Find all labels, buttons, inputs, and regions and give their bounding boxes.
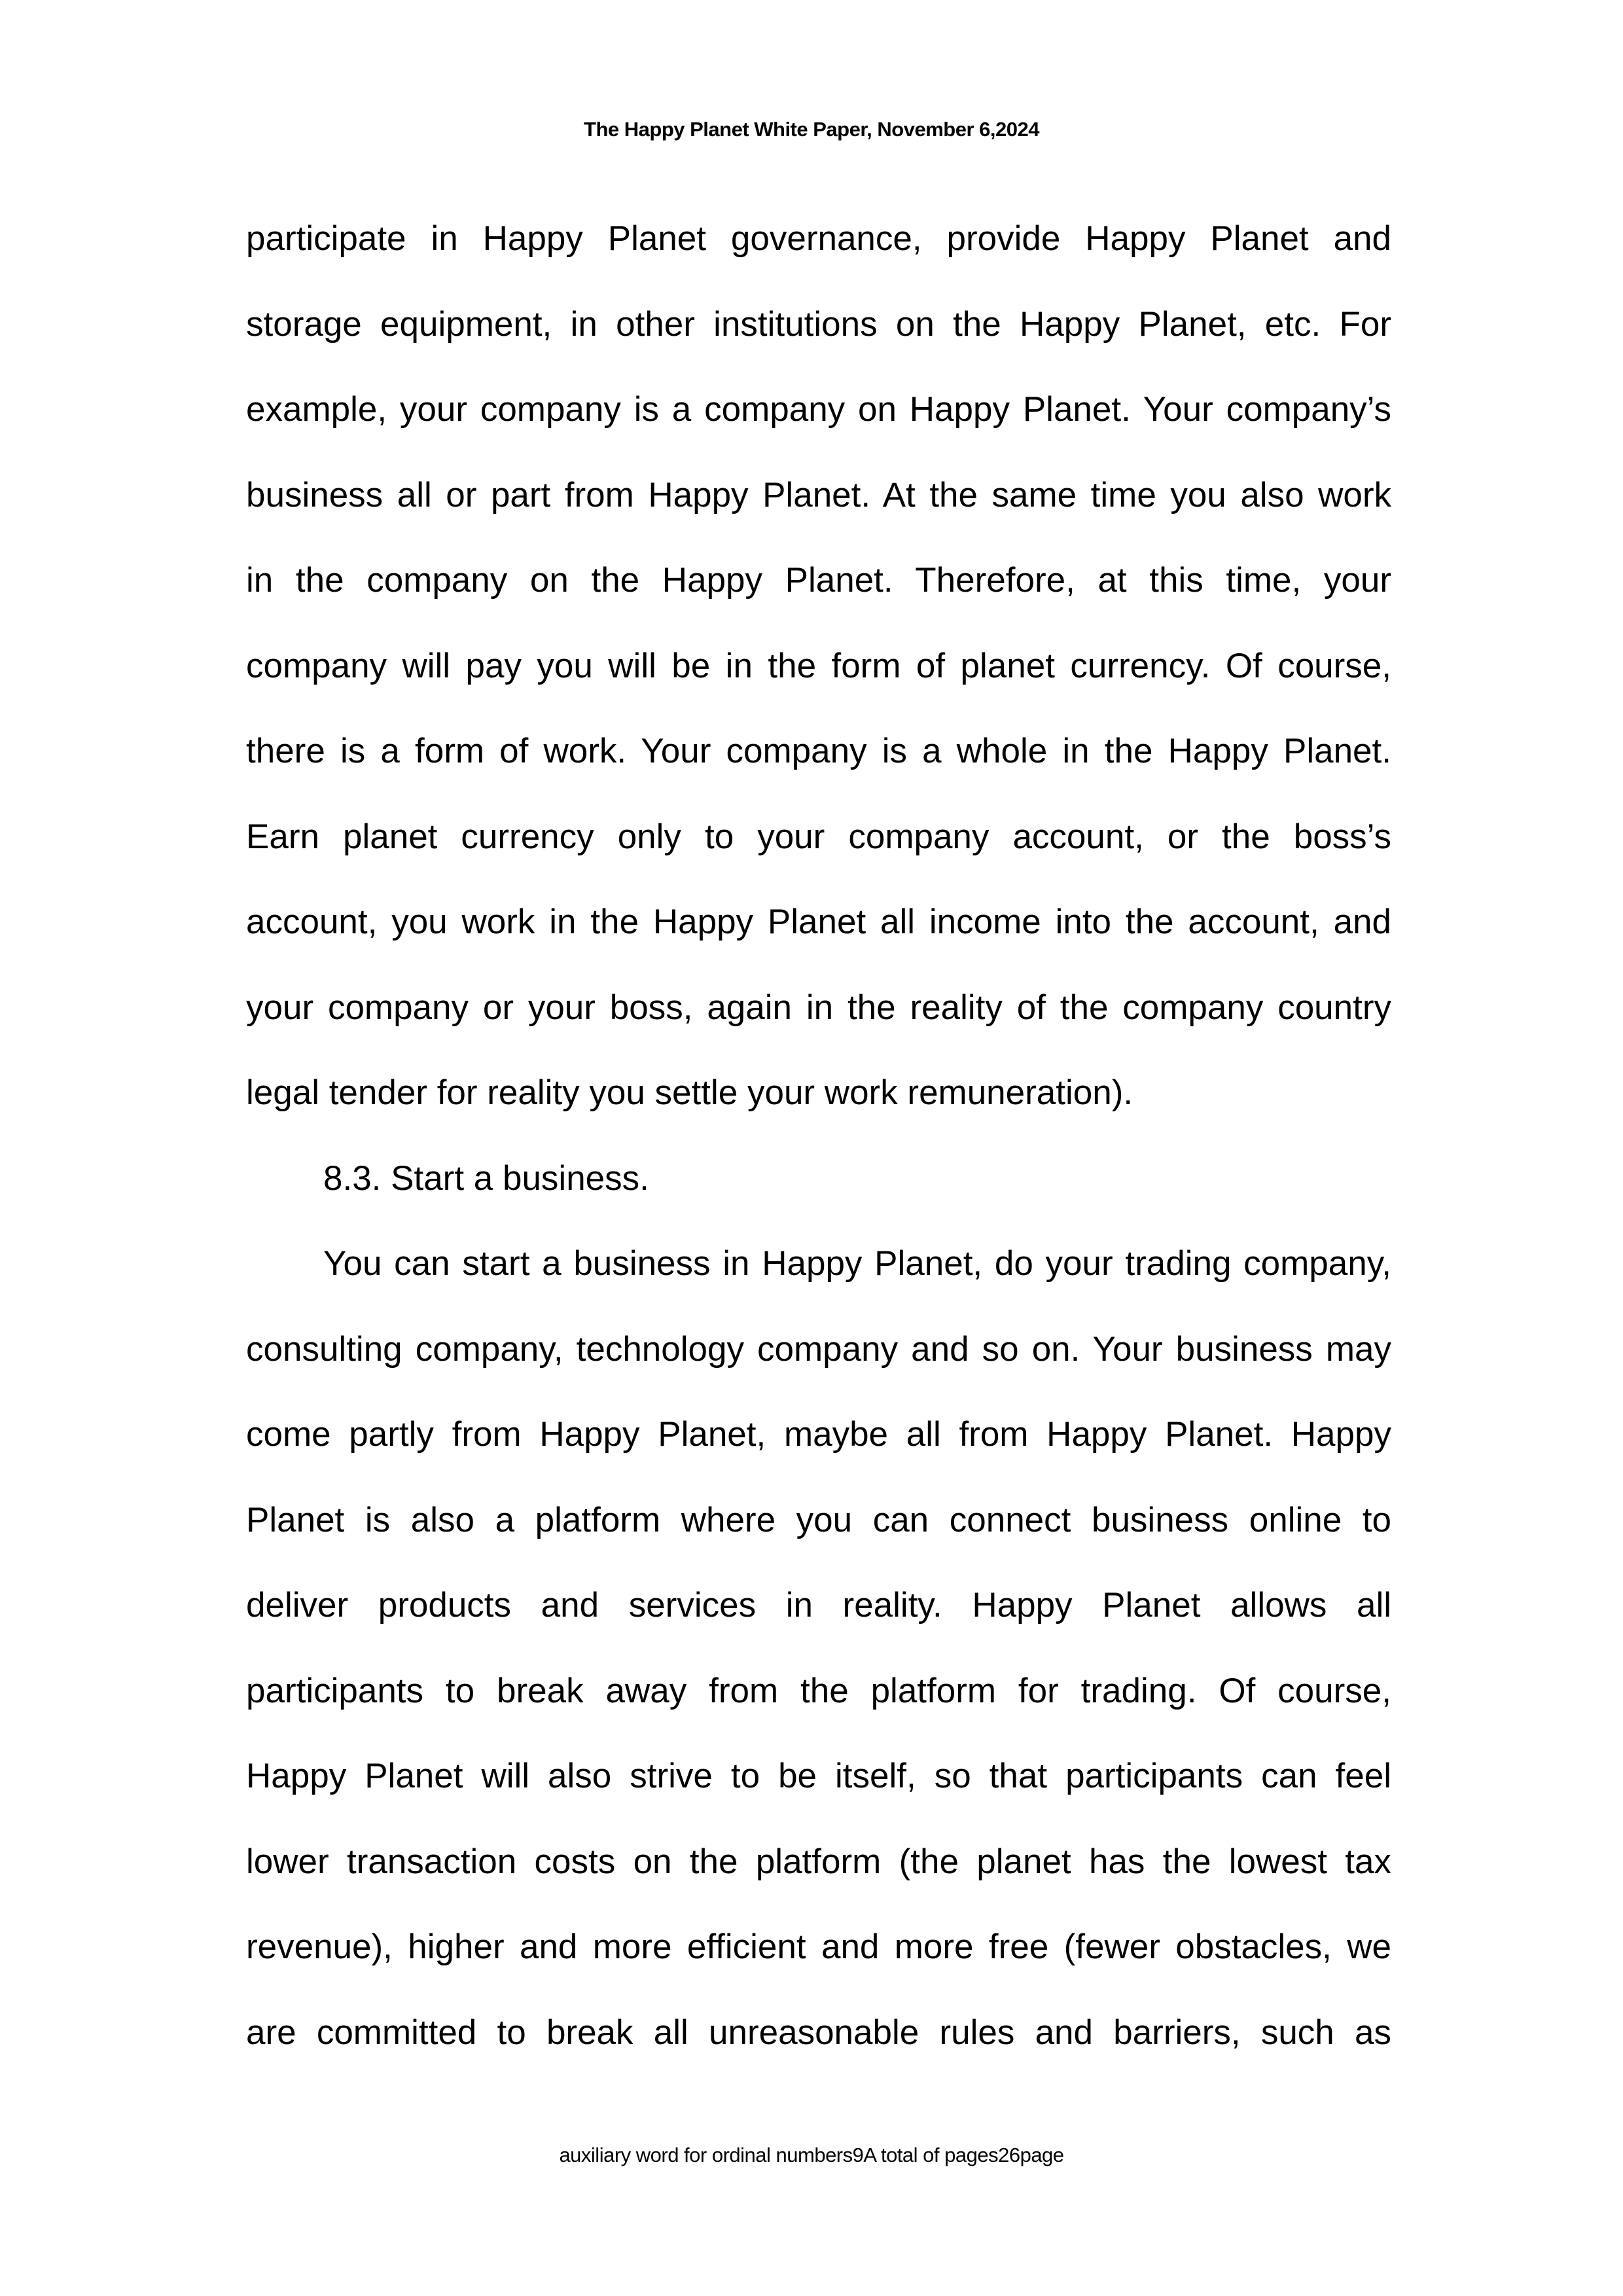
text-line: your company or your boss, again in the reality of the company country xyxy=(246,988,1391,1027)
paragraph-start-business xyxy=(246,1233,1391,2087)
document-body xyxy=(246,208,1391,2087)
text-line: storage equipment, in other institutions on the Happy Planet, etc. For xyxy=(246,304,1391,344)
text-line: revenue), higher and more efficient and more free (fewer obstacles, we xyxy=(246,1928,1391,1966)
text-line: Earn planet currency only to your company account, or the boss’s xyxy=(246,817,1391,856)
text-line: deliver products and services in reality. Happy Planet allows all xyxy=(246,1586,1391,1624)
section-heading-text: 8.3. Start a business. xyxy=(323,1158,649,1198)
text-line: participate in Happy Planet governance, provide Happy Planet and xyxy=(246,219,1391,258)
text-line: account, you work in the Happy Planet all income into the account, and xyxy=(246,903,1391,941)
paragraph-continuation xyxy=(246,208,1391,1148)
section-heading xyxy=(246,1148,1391,1234)
text-line: consulting company, technology company and so on. Your business may xyxy=(246,1329,1391,1369)
page-footer: auxiliary word for ordinal numbers9A total of pages26page xyxy=(559,2144,1064,2166)
text-line: participants to break away from the platform for trading. Of course, xyxy=(246,1671,1391,1710)
text-line: Happy Planet will also strive to be itself, so that participants can feel xyxy=(246,1757,1391,1795)
text-line: You can start a business in Happy Planet, do your trading company, xyxy=(323,1244,1391,1283)
text-line: legal tender for reality you settle your work remuneration). xyxy=(246,1073,1133,1112)
text-line: example, your company is a company on Happy Planet. Your company’s xyxy=(246,390,1391,429)
text-line: are committed to break all unreasonable rules and barriers, such as xyxy=(246,2013,1391,2052)
text-line: come partly from Happy Planet, maybe all from Happy Planet. Happy xyxy=(246,1415,1391,1454)
text-line: lower transaction costs on the platform (the planet has the lowest tax xyxy=(246,1842,1391,1881)
text-line: business all or part from Happy Planet. At the same time you also work xyxy=(246,475,1391,514)
text-line: in the company on the Happy Planet. Therefore, at this time, your xyxy=(246,561,1391,600)
page-header: The Happy Planet White Paper, November 6,2024 xyxy=(584,118,1039,141)
text-line: company will pay you will be in the form of planet currency. Of course, xyxy=(246,646,1391,685)
text-line: there is a form of work. Your company is a whole in the Happy Planet. xyxy=(246,732,1391,770)
text-line: Planet is also a platform where you can connect business online to xyxy=(246,1500,1391,1539)
